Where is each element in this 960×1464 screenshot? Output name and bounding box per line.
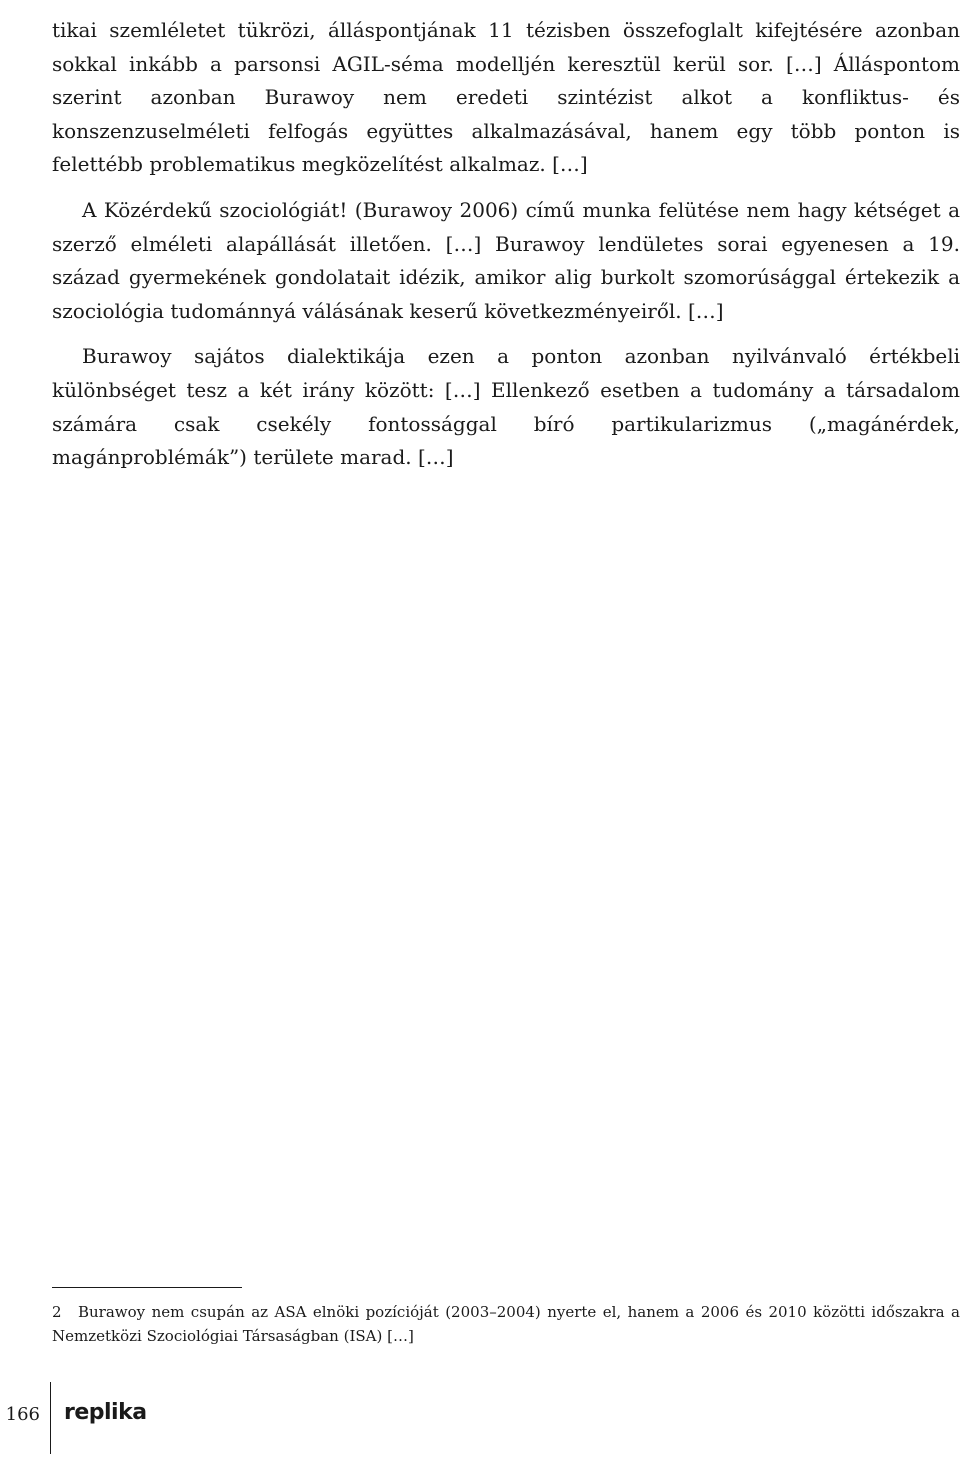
paragraph-2: A Közérdekű szociológiát! (Burawoy 2006) című munka felütése nem hagy kétséget a szerző elméleti alapállását illetően. […] Burawoy lendületes sorai egyenesen a 19. század gyermekének gondolatait idézik, amikor alig burkolt szomorúsággal értekezik a szociológia tudománnyá válásának keserű következményeiről. […] bbox=[52, 197, 960, 323]
footnote bbox=[52, 1300, 960, 1348]
footer-divider bbox=[50, 1382, 51, 1454]
footnote-text: Burawoy nem csupán az ASA elnöki pozícióját (2003–2004) nyerte el, hanem a 2006 és 2010 közötti időszakra a Nemzetközi Szociológiai Társaságban (ISA) […] bbox=[52, 1303, 960, 1345]
paragraph-1: tikai szemléletet tükrözi, álláspontjának 11 tézisben összefoglalt kifejtésére azonban sokkal inkább a parsonsi AGIL-séma modelljén keresztül kerül sor. […] Álláspontom szerint azonban Burawoy nem eredeti szintézist alkot a konfliktus- és konszenzuselméleti felfogás együttes alkalmazásával, hanem egy több ponton is felettébb problematikus megközelítést alkalmaz. […] bbox=[52, 18, 960, 177]
footnote-rule bbox=[52, 1287, 242, 1288]
paragraph-3: Burawoy sajátos dialektikája ezen a ponton azonban nyilvánvaló értékbeli különbséget tesz a két irány között: […] Ellenkező esetben a tudomány a társadalom számára csak csekély fontossággal bíró partikularizmus („magánérdek, magánproblémák”) területe marad. […] bbox=[52, 344, 960, 470]
page-number: 166 bbox=[5, 1404, 40, 1425]
journal-logo: replika bbox=[64, 1400, 147, 1425]
footnote-number: 2 bbox=[52, 1303, 62, 1321]
page-body bbox=[52, 14, 960, 487]
